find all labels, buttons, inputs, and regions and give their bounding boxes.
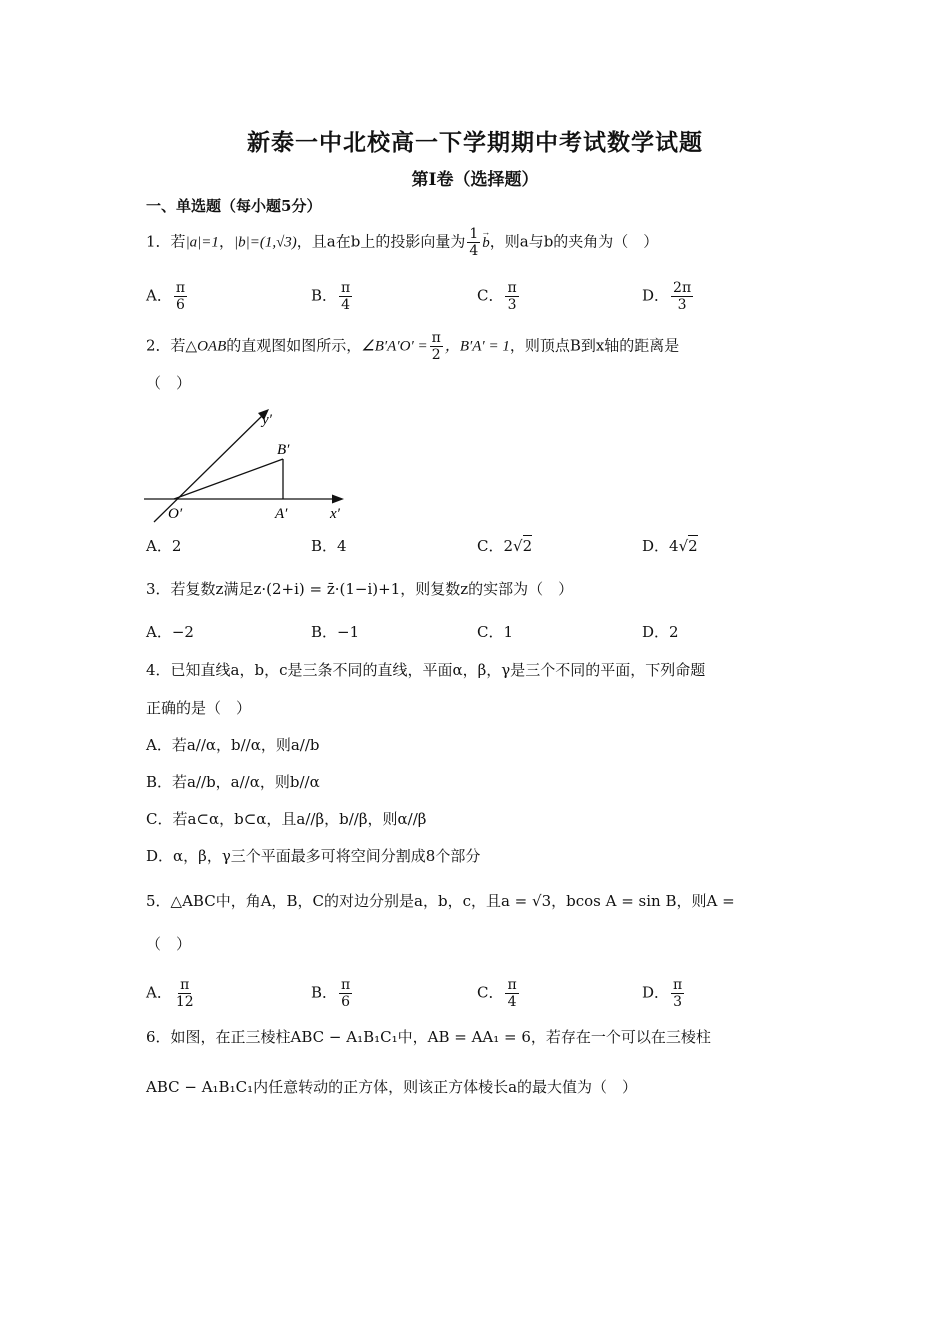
- q3-option-d[interactable]: D．2: [642, 623, 679, 641]
- question-1: 1．若|a|=1，|b|=(1,√3)，且a在b上的投影向量为 $\frac{1}{4}$ → b，则a与b的夹角为（ ）: [146, 226, 658, 259]
- q1-option-d[interactable]: D． $\frac{2\pi}{3}$: [642, 280, 692, 313]
- q5-option-d[interactable]: D． $\frac{\pi}{3}$: [642, 977, 683, 1010]
- question-number: 3．: [146, 580, 171, 598]
- q4-option-c[interactable]: C．若a⊂α，b⊂α，且a//β，b//β，则α//β: [146, 810, 427, 828]
- q1-option-a[interactable]: A． $\frac{\pi}{6}$: [146, 280, 186, 313]
- q3-option-c[interactable]: C．1: [477, 623, 514, 641]
- q2-option-b[interactable]: B．4: [311, 537, 347, 555]
- q5-option-a[interactable]: A． $\frac{\pi}{12}$: [146, 977, 194, 1010]
- q2-option-a[interactable]: A．2: [146, 537, 182, 555]
- question-number: 4．: [146, 661, 171, 679]
- label-x-prime: x′: [330, 506, 340, 522]
- question-number: 2．: [146, 336, 171, 355]
- label-a-prime: A′: [275, 506, 288, 522]
- q5-answer-paren: （ ）: [146, 935, 192, 953]
- question-6-line2: ABC − A₁B₁C₁内任意转动的正方体，则该正方体棱长a的最大值为（ ）: [146, 1078, 638, 1096]
- q5-option-c[interactable]: C． $\frac{\pi}{4}$: [477, 977, 517, 1010]
- question-6: 6．如图，在正三棱柱ABC − A₁B₁C₁中，AB = AA₁ = 6，若存在一个可以在三棱柱: [146, 1028, 711, 1046]
- question-number: 5．: [146, 892, 171, 910]
- question-4: 4．已知直线a，b，c是三条不同的直线，平面α，β，γ是三个不同的平面，下列命题: [146, 661, 706, 679]
- label-b-prime: B′: [277, 442, 290, 458]
- q2-option-c[interactable]: C．2√2: [477, 537, 533, 555]
- q2-answer-paren: （ ）: [146, 374, 192, 392]
- label-y-prime: y′: [262, 412, 272, 428]
- q2-option-d[interactable]: D．4√2: [642, 537, 698, 555]
- q1-option-c[interactable]: C． $\frac{\pi}{3}$: [477, 280, 517, 313]
- fraction: $\frac{1}{4}$: [469, 226, 479, 259]
- q4-option-a[interactable]: A．若a//α，b//α，则a//b: [146, 736, 320, 754]
- q4-option-d[interactable]: D．α，β，γ三个平面最多可将空间分割成8个部分: [146, 847, 481, 865]
- question-4-line2: 正确的是（ ）: [146, 699, 252, 717]
- label-o-prime: O′: [168, 506, 183, 522]
- segment-ob: [174, 459, 283, 499]
- exam-title: 新泰一中北校高一下学期期中考试数学试题: [247, 129, 703, 156]
- section-heading: 一、单选题（每小题5分）: [146, 197, 322, 215]
- question-number: 6．: [146, 1028, 171, 1046]
- question-3: 3．若复数z满足z·(2+i) = z̄·(1−i)+1，则复数z的实部为（ ）: [146, 580, 574, 598]
- oblique-view-figure: [140, 400, 360, 530]
- question-5: 5．△ABC中，角A，B，C的对边分别是a，b，c，且a = √3，bcos A = sin B，则A =: [146, 892, 735, 910]
- q5-option-b[interactable]: B． $\frac{\pi}{6}$: [311, 977, 351, 1010]
- x-axis-arrow-icon: [332, 495, 344, 504]
- q3-option-a[interactable]: A．−2: [146, 623, 194, 641]
- q1-option-b[interactable]: B． $\frac{\pi}{4}$: [311, 280, 351, 313]
- question-number: 1．: [146, 232, 171, 251]
- question-2: 2．若△OAB的直观图如图所示，∠B′A′O′ = $\frac{\pi}{2}$ ，B′A′ = 1，则顶点B到x轴的距离是: [146, 330, 680, 363]
- q3-option-b[interactable]: B．−1: [311, 623, 360, 641]
- q4-option-b[interactable]: B．若a//b，a//α，则b//α: [146, 773, 320, 791]
- volume-title: 第Ⅰ卷（选择题）: [411, 170, 539, 190]
